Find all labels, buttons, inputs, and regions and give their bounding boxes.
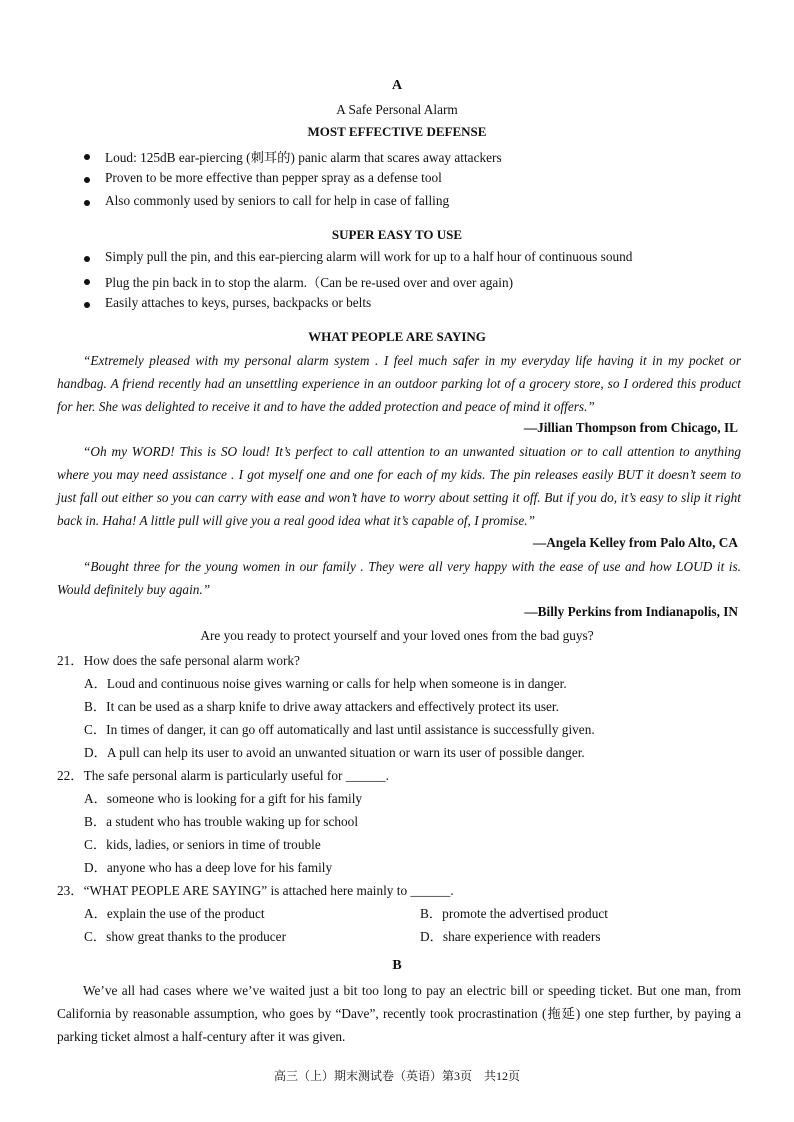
question-option: B．promote the advertised product [420, 906, 608, 921]
question-option: A．someone who is looking for a gift for his family [84, 791, 363, 806]
question-option: C．In times of danger, it can go off automatically and last until assistance is successfully given. [84, 722, 595, 737]
heading-super-easy-to-use: SUPER EASY TO USE [331, 227, 463, 242]
feature-bullet: Also commonly used by seniors to call for help in case of falling [105, 193, 450, 208]
testimonial-author: —Jillian Thompson from Chicago, IL [523, 420, 738, 435]
question-22-stem: 22．The safe personal alarm is particularly useful for ______. [57, 768, 389, 783]
question-23-stem: 23．“WHAT PEOPLE ARE SAYING” is attached here mainly to ______. [57, 883, 454, 898]
heading-most-effective-defense: MOST EFFECTIVE DEFENSE [307, 124, 487, 139]
testimonial-body: “Bought three for the young women in our family . They were all very happy with the ease of use and how LOUD it is. Would definitely buy again.” [57, 559, 741, 597]
testimonial-body: “Extremely pleased with my personal alarm system . I feel much safer in my everyday life having it in my pocket or handbag. A friend recently had an unsettling experience in an outdoor parking lot of a grocery store, so I ordered this product for her. She was delighted to receive it and to have the added protection and peace of mind it offers.” [57, 353, 741, 414]
usage-bullet: Plug the pin back in to stop the alarm.（Can be re-used over and over again) [105, 275, 514, 290]
section-a-title: A Safe Personal Alarm [336, 102, 458, 117]
question-option: C．kids, ladies, or seniors in time of trouble [84, 837, 321, 852]
question-option: D．A pull can help its user to avoid an unwanted situation or warn its user of possible danger. [84, 745, 585, 760]
feature-bullet: Proven to be more effective than pepper spray as a defense tool [105, 170, 442, 185]
testimonial-text [57, 440, 741, 532]
question-option: C．show great thanks to the producer [84, 929, 286, 944]
page-footer: 高三（上）期末测试卷（英语）第3页 共12页 [273, 1069, 520, 1083]
bullet-dot [84, 200, 90, 206]
question-option: B．a student who has trouble waking up for school [84, 814, 359, 829]
testimonial-text [57, 349, 741, 418]
section-a-letter: A [391, 78, 403, 93]
section-b-letter: B [392, 958, 402, 973]
testimonial-author: —Billy Perkins from Indianapolis, IN [524, 604, 738, 619]
usage-bullet: Easily attaches to keys, purses, backpacks or belts [105, 295, 372, 310]
testimonial-text [57, 555, 741, 601]
closing-line: Are you ready to protect yourself and your loved ones from the bad guys? [200, 628, 594, 643]
bullet-dot [84, 302, 90, 308]
question-option: A．explain the use of the product [84, 906, 265, 921]
question-option: B．It can be used as a sharp knife to drive away attackers and effectively protect its user. [84, 699, 559, 714]
question-option: D．share experience with readers [420, 929, 601, 944]
testimonial-body: “Oh my WORD! This is SO loud! It’s perfect to call attention to an unwanted situation or to call attention to anything where you may need assistance . I got myself one and one for each of my kids. The pin releases easily BUT it doesn’t seem to just fall out either so you can carry with ease and won’t have to worry about setting it off. But if you do, it’s easy to slip it right back in. Haha! A little pull will give you a real good idea what it’s capable of, I promise.” [57, 444, 741, 528]
bullet-dot [84, 154, 90, 160]
paragraph-body: We’ve all had cases where we’ve waited just a bit too long to pay an electric bill or speeding ticket. But one man, from California by reasonable assumption, who goes by “Dave”, recently took procrastination (拖延) one step further, by paying a parking ticket almost a half-century after it was given. [57, 983, 741, 1044]
question-option: A．Loud and continuous noise gives warning or calls for help when someone is in danger. [84, 676, 567, 691]
bullet-dot [84, 256, 90, 262]
usage-bullet: Simply pull the pin, and this ear-piercing alarm will work for up to a half hour of continuous sound [105, 249, 633, 264]
heading-what-people-are-saying: WHAT PEOPLE ARE SAYING [308, 329, 486, 344]
question-option: D．anyone who has a deep love for his family [84, 860, 333, 875]
section-b-paragraph [57, 979, 741, 1048]
feature-bullet: Loud: 125dB ear-piercing (刺耳的) panic alarm that scares away attackers [105, 150, 502, 165]
bullet-dot [84, 279, 90, 285]
testimonial-author: —Angela Kelley from Palo Alto, CA [532, 535, 738, 550]
bullet-dot [84, 177, 90, 183]
question-21-stem: 21．How does the safe personal alarm work? [57, 653, 300, 668]
